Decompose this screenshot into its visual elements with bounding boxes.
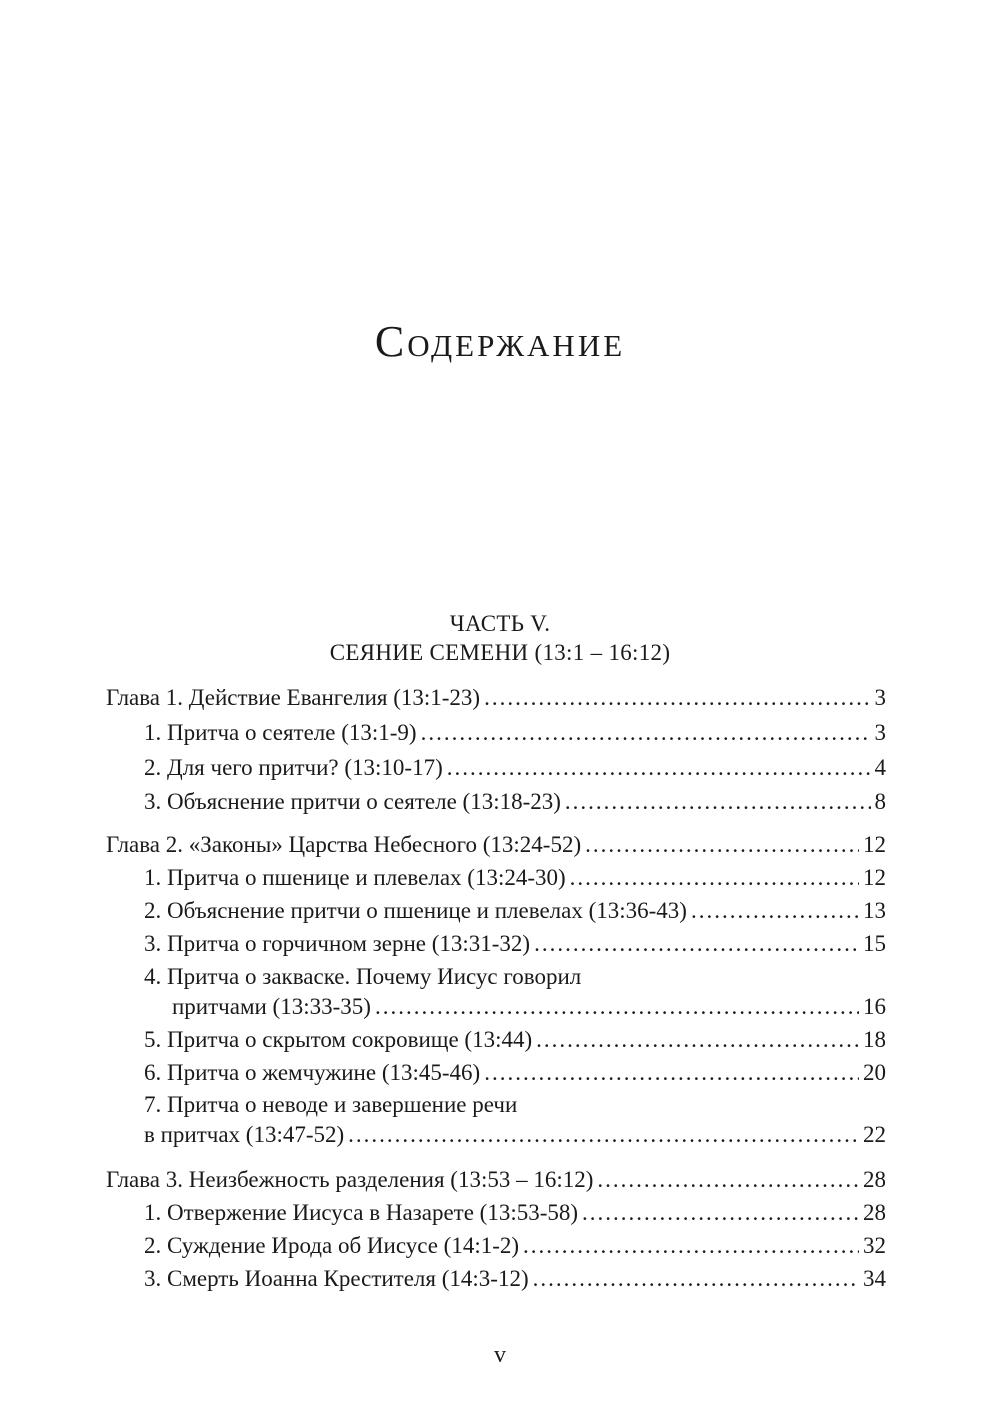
toc-entry-section[interactable] (106, 896, 886, 926)
toc-entry-title: 2. Объяснение притчи о пшенице и плевелах (13:36-43) (144, 898, 687, 923)
toc-page-number: 34 (863, 1266, 886, 1291)
dot-leader (597, 1165, 859, 1195)
toc-entry-section[interactable] (106, 787, 886, 817)
toc-entry-title: 6. Притча о жемчужине (13:45-46) (144, 1060, 481, 1085)
dot-leader (691, 896, 859, 926)
toc-page-number: 16 (863, 994, 886, 1019)
toc-page-number: 32 (863, 1233, 886, 1258)
toc-page-number: 8 (874, 789, 886, 814)
toc-entry-section-first-line[interactable]: 7. Притча о неводе и завершение речи (144, 1092, 518, 1117)
toc-entry-section[interactable] (106, 718, 886, 748)
toc-entry-title: 3. Объяснение притчи о сеятеле (13:18-23) (144, 789, 561, 814)
toc-entry-section[interactable] (106, 1198, 886, 1228)
toc-page-number: 3 (874, 685, 886, 710)
dot-leader (585, 830, 859, 860)
toc-entry-title: Глава 3. Неизбежность разделения (13:53 – 16:12) (106, 1167, 594, 1192)
toc-entry-title: Глава 2. «Законы» Царства Небесного (13:24-52) (106, 832, 582, 857)
toc-entry-section[interactable] (106, 1058, 886, 1088)
dot-leader (582, 1198, 859, 1228)
toc-page-number: 13 (863, 898, 886, 923)
toc-entry-title: 2. Суждение Ирода об Иисусе (14:1-2) (144, 1233, 520, 1258)
toc-entry-section-first-line[interactable]: 4. Притча о закваске. Почему Иисус говорил (144, 964, 582, 989)
toc-entry-title: 1. Отвержение Иисуса в Назарете (13:53-58) (144, 1200, 579, 1225)
toc-page-number: 15 (863, 931, 886, 956)
toc-page-number: 28 (863, 1167, 886, 1192)
dot-leader (484, 683, 870, 713)
toc-entry-section[interactable] (106, 929, 886, 959)
dot-leader (523, 1231, 859, 1261)
toc-page-number: 20 (863, 1060, 886, 1085)
toc-page-number: 4 (874, 755, 886, 780)
dot-leader (447, 753, 871, 783)
dot-leader (534, 929, 859, 959)
dot-leader (533, 1264, 859, 1294)
toc-entry-title: 1. Притча о пшенице и плевелах (13:24-30) (144, 865, 566, 890)
toc-entry-title: 2. Для чего притчи? (13:10-17) (144, 755, 443, 780)
toc-entry-section[interactable] (106, 1231, 886, 1261)
part-name: СЕЯНИЕ СЕМЕНИ (13:1 – 16:12) (329, 640, 671, 665)
toc-entry-section-continuation[interactable] (106, 992, 886, 1022)
toc-page-number: 3 (874, 720, 886, 745)
toc-page-number: 28 (863, 1200, 886, 1225)
toc-entry-title: притчами (13:33-35) (172, 994, 371, 1019)
dot-leader (536, 1025, 859, 1055)
toc-entry-title: 1. Притча о сеятеле (13:1-9) (144, 720, 417, 745)
toc-entry-title: в притчах (13:47-52) (144, 1122, 345, 1147)
dot-leader (570, 863, 859, 893)
toc-entry-title: 5. Притча о скрытом сокровище (13:44) (144, 1027, 533, 1052)
page-number: v (494, 1342, 506, 1368)
dot-leader (565, 787, 871, 817)
page-title: Содержание (374, 317, 626, 366)
toc-entry-section[interactable] (106, 1025, 886, 1055)
dot-leader (484, 1058, 859, 1088)
toc-entry-title: 3. Притча о горчичном зерне (13:31-32) (144, 931, 531, 956)
part-number: ЧАСТЬ V. (449, 611, 551, 636)
toc-entry-section-continuation[interactable] (106, 1120, 886, 1150)
toc-entry-section[interactable] (106, 1264, 886, 1294)
dot-leader (348, 1120, 859, 1150)
dot-leader (375, 992, 859, 1022)
toc-entry-title: 3. Смерть Иоанна Крестителя (14:3-12) (144, 1266, 529, 1291)
toc-entry-chapter-1[interactable] (106, 683, 886, 713)
toc-entry-chapter-2[interactable] (106, 830, 886, 860)
toc-page-number: 18 (863, 1027, 886, 1052)
toc-entry-section[interactable] (106, 753, 886, 783)
toc-page-number: 22 (863, 1122, 886, 1147)
toc-page-number: 12 (863, 865, 886, 890)
toc-entry-title: Глава 1. Действие Евангелия (13:1-23) (106, 685, 481, 710)
dot-leader (421, 718, 871, 748)
toc-entry-section[interactable] (106, 863, 886, 893)
toc-entry-chapter-3[interactable] (106, 1165, 886, 1195)
toc-page-number: 12 (863, 832, 886, 857)
